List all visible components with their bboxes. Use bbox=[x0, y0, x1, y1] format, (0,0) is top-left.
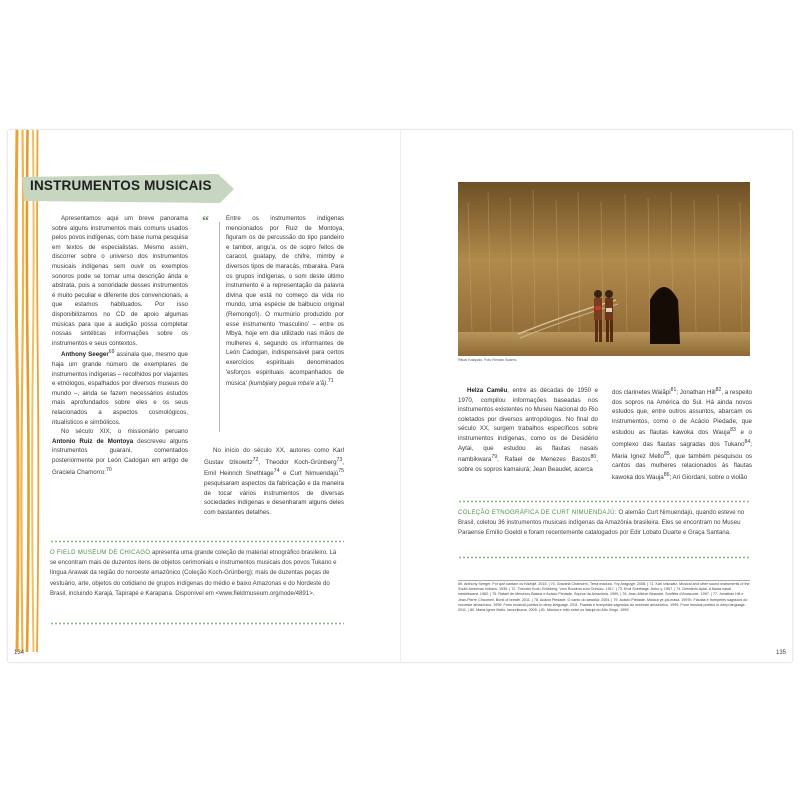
curt-nimuendaju-box: COLEÇÃO ETNOGRÁFICA DE CURT NIMUENDAJÚ: O alemão Curt Nimuendajú, quando esteve no Brasil, coletou 36 instrumentos musicais indígenas da Amazônia brasileira. Eles se encontram no Museu Paraense Emílio Goeldi e foram recentemente catalogados por Edir Lobato Duarte e Graça Santana. bbox=[458, 509, 745, 537]
footnotes: 69. Anthony Seeger. Por que cantam os Kisêdjê. 2015. | 70. Graciela Chamorro. Terra madura, Yvy Araguyje. 2008. | 71. Karl Izikowitz. Musical and other sound instruments of the South American Indians. 1935. | 72. Theodor Koch-Grünberg. Vom Roraima zum Orinoco. 1917. | 73. Emil Snethlage. Aôbo y. 1957. | 74. Desidério Aytai. A flauta nasal nambikwara. 1982. | 75. Rafael de Menezes Bastos e Acácio Piedade. Sopros da Amazônia. 1999. | 76. Jean-Michel Beaudet. Souffles d'Amazonie. 1997. | 77. Jonathan Hill e Jean-Pierre Chaumeil. Burst of breath. 2011. | 78. Acácio Piedade. O canto do kawokà. 2004. | 79. Acácio Piedade. Música yé-pâ-masa. 1997b. Flautas e trompetes sagrados do noroeste amazônico. 1999. From musical poetics to deep language. 2011. Flautas e trompetes sagrados do noroeste amazônico. 1999. From musical poetics to deep language. 2011. | 80. Maria Ignez Mello. Iamurikuma. 2005. | 81. Música e mito entre os Wauja do Alto Xingu. 1999. bbox=[458, 582, 750, 613]
quote-block bbox=[226, 214, 344, 389]
page-title: INSTRUMENTOS MUSICAIS bbox=[30, 178, 212, 193]
early-20th-paragraph: No início do século XX, autores como Karl Gustav Izikowitz$^{72}$, Theodor Koch-Grünberg$^{73}$, Emil Heinrich Snethlage$^{74}$ e Curt Nimuendajú$^{75}$ pesquisaram aspectos da fabricação e da maneira de tocar vários instrumentos de diversas sociedades indígenas e desenharam alguns deles com bastantes detalhes. bbox=[204, 447, 344, 516]
field-museum-label: O FIELD MUSEUM DE CHICAGO bbox=[50, 549, 151, 556]
montoya-paragraph: No século XIX, o missionário peruano Antonio Ruiz de Montoya descreveu alguns instrumentos guarani, comentados posteriormente por León Cadogan em artigo de Graciela Chamorro:$^{70}$ bbox=[52, 428, 188, 476]
intro-text bbox=[52, 214, 188, 477]
seeger-paragraph: Anthony Seeger$^{69}$ assinala que, mesmo que haja um grande número de exemplares de instrumentos indígenas – recolhidos por viajantes e etnólogos, espalhados por diversos museus do mundo –, ainda se fazem necessários estudos mais aprofundados sobre eles e os seus relacionados a aspectos cosmológicos, ritualísticos e simbólicos. bbox=[52, 349, 188, 426]
curt-box-top-dots bbox=[458, 500, 750, 503]
camêu-paragraph: Helza Camêu, entre as décadas de 1950 e 1970, compilou informações baseadas nos instrumentos existentes no Museu Nacional do Rio coletados por diversos antropólogos. No final do século XX, surgem trabalhos específicos sobre instrumentos indígenas, como os de Desidério Aytai, que estudou as flautas nasais nambikwara$^{79}$; Rafael de Menezes Bastos$^{80}$, sobre os sopros kamaiurá; Jean Beaudet, acerca bbox=[458, 387, 599, 473]
page-number-right: 135 bbox=[776, 650, 787, 656]
footnote-rule bbox=[458, 580, 750, 581]
quote-rule bbox=[219, 222, 220, 432]
quote-mark-icon: “ bbox=[202, 214, 209, 229]
quote-text: Entre os instrumentos indígenas mencionados por Ruiz de Montoya, figuram os de percussão do tipo pandeiro e tambor, angu'a, os de sopro feitos de caracol, guatapy, de chifre, mimby e diversos tipos de maracás, mbaraka. Para os grupos indígenas, o som deste último instrumento é a representação da palavra divina que está no começo da vida no mundo, uma espécie de balbucio original (Remongo'i). O murmúrio produzido por esse instrumento 'masculino' – entre os Mbyá, hoje em dia utilizado nas mãos de mulheres é, segundo os informantes de León Cadogan, indispensável para certos exercícios espirituais denominados 'esforços espirituais acompanhados de música' (kumbjiary pegua mba'e a'ã).$^{71}$ bbox=[226, 215, 344, 388]
ritual-photo bbox=[458, 182, 750, 356]
photo-caption: Ritual Kalapalo. Foto Renato Soares. bbox=[458, 358, 518, 362]
intro-paragraph: Apresentamos aqui um breve panorama sobre alguns instrumentos mais comuns usados pelos povos indígenas, com base numa pesquisa em textos de especialistas. Mesmo assim, discorrer sobre o universo dos instrumentos musicais indígenas sem ouvir os exemplos sonoros pode se tornar uma descrição árida e abstrata, pois a sonoridade desses instrumentos é muito peculiar e diferente dos convencionais, a que estamos habituados. Por isso disponibilizamos no CD de apoio algumas músicas para que a audição possa completar nossas sintéticas informações sobre os instrumentos e seus contextos. bbox=[52, 215, 188, 347]
field-museum-box: O FIELD MUSEUM DE CHICAGO apresenta uma grande coleção de material etnográfico brasileiro. Lá se encontram mais de duzentos itens de objetos cerimoniais e instrumentos musicais dos povos Tukano e língua Arawak da região do noroeste amazônico (Coleção Koch-Grünberg); mais de duzentas peças de vestuário, arte, objetos do cotidiano de grupos indígenas do médio e baixo Amazonas e do Nordeste do Brasil, incluindo Karajá, Tapirapé e Karapana. Disponível em <www.fieldmuseum.org/node/4891>. bbox=[50, 549, 337, 597]
montoya-name: Antonio Ruiz de Montoya bbox=[52, 437, 134, 445]
curt-box-bottom-dots bbox=[458, 556, 750, 559]
decorative-stripes bbox=[14, 130, 40, 652]
curt-box-label: COLEÇÃO ETNOGRÁFICA DE CURT NIMUENDAJÚ: bbox=[458, 509, 617, 516]
field-box-top-dots bbox=[50, 540, 344, 543]
camêu-name: Helza Camêu bbox=[467, 387, 508, 394]
field-box-bottom-dots bbox=[50, 622, 344, 625]
book-gutter bbox=[400, 130, 401, 662]
page-number-left: 134 bbox=[14, 650, 25, 656]
recent-studies-paragraph: dos clarinetes Waiãpi$^{81}$; Jonathan Hill$^{82}$, a respeito dos sopros na América do Sul. Há ainda novos estudos que, entre outros assuntos, abarcam os instrumentos, como o de Acácio Piedade, que estudou as flautas kawoka dos Wauja$^{83}$ e o complexo das flautas sagradas dos Tukano$^{84}$; Maria Ignez Mello$^{85}$, que também pesquisou os cantos das mulheres relacionados às flautas kawoka dos Wauja$^{86}$; Ari Giordani, sobre o violão bbox=[612, 387, 752, 482]
seeger-name: Anthony Seeger bbox=[61, 351, 109, 359]
